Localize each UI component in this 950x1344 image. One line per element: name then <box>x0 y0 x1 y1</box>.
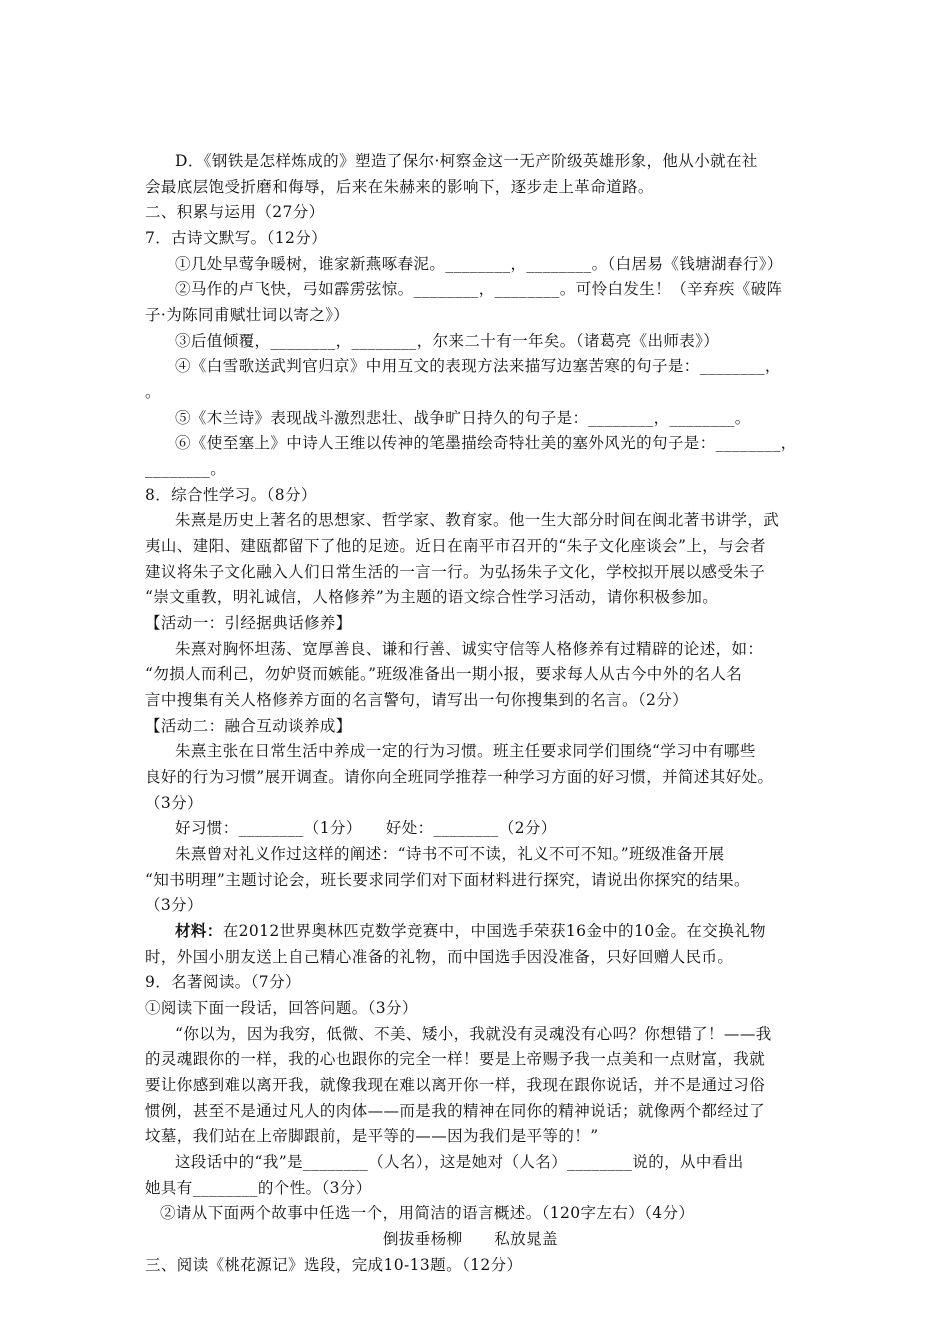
q7-item-5: ⑤《木兰诗》表现战斗激烈悲壮、战争旷日持久的句子是：________，________。 <box>175 409 751 427</box>
activity-1-heading: 【活动一：引经据典话修养】 <box>145 614 352 632</box>
q9-part-1-question-line-1: 这段话中的“我”是________（人名），这是她对（人名）________说的，从中看出 <box>175 1153 744 1171</box>
material-line-2: 时，外国小朋友送上自己精心准备的礼物，而中国选手因没准备，只好回赠人民币。 <box>145 948 734 966</box>
q8-intro-line-2: 夷山、建阳、建瓯都留下了他的足迹。近日在南平市召开的“朱子文化座谈会”上，与会者 <box>145 537 766 555</box>
section-3-heading: 三、阅读《桃花源记》选段，完成10-13题。（12分） <box>145 1256 523 1274</box>
activity-1-line-1: 朱熹对胸怀坦荡、宽厚善良、谦和行善、诚实守信等人格修养有过精辟的论述，如： <box>175 640 764 658</box>
passage-line-5: 坟墓，我们站在上帝脚跟前，是平等的——因为我们是平等的！” <box>145 1127 599 1145</box>
q9-part-1-heading: ①阅读下面一段话，回答问题。（3分） <box>145 999 418 1017</box>
q7-item-3: ③后值倾覆，________，________，尔来二十有一年矣。（诸葛亮《出师表》） <box>175 332 720 350</box>
material-text: 在2012世界奥林匹克数学竞赛中，中国选手荣获16金中的10金。在交换礼物 <box>222 922 766 940</box>
activity-2-line-1: 朱熹主张在日常生活中养成一定的行为习惯。班主任要求同学们围绕“学习中有哪些 <box>175 742 756 760</box>
q7-item-4-line-1: ④《白雪歌送武判官归京》中用互文的表现方法来描写边塞苦寒的句子是：________， <box>175 357 781 375</box>
q7-item-6-line-2: ________。 <box>145 460 227 478</box>
activity-2-line-2: 良好的行为习惯”展开调查。请你向全班同学推荐一种学习方面的好习惯，并简述其好处。 <box>145 768 774 786</box>
etiquette-line-1: 朱熹曾对礼义作过这样的阐述：“诗书不可不读，礼义不可不知。”班级准备开展 <box>175 845 725 863</box>
q7-item-6-line-1: ⑥《使至塞上》中诗人王维以传神的笔墨描绘奇特壮美的塞外风光的句子是：________， <box>175 434 797 452</box>
q9-part-2-heading: ②请从下面两个故事中任选一个，用简洁的语言概述。（120字左右）（4分） <box>160 1204 695 1222</box>
good-habit-answer-line: 好习惯：________（1分） 好处：________（2分） <box>175 819 557 837</box>
activity-1-line-2: “勿损人而利己，勿妒贤而嫉能。”班级准备出一期小报，要求每人从古今中外的名人名 <box>145 665 743 683</box>
option-d-line-1: D．《钢铁是怎样炼成的》塑造了保尔·柯察金这一无产阶级英雄形象，他从小就在社 <box>175 152 758 170</box>
question-8-heading: 8．综合性学习。（8分） <box>145 486 317 504</box>
passage-line-1: “你以为，因为我穷，低微、不美、矮小，我就没有灵魂没有心吗？你想错了！——我 <box>175 1025 772 1043</box>
activity-1-line-3: 言中搜集有关人格修养方面的名言警句，请写出一句你搜集到的名言。（2分） <box>145 691 689 709</box>
q8-intro-line-1: 朱熹是历史上著名的思想家、哲学家、教育家。他一生大部分时间在闽北著书讲学，武 <box>175 511 780 529</box>
q8-intro-line-3: 建议将朱子文化融入人们日常生活的一言一行。为弘扬朱子文化，学校拟开展以感受朱子 <box>145 563 766 581</box>
material-label: 材料： <box>175 921 223 940</box>
q7-item-2-line-1: ②马作的卢飞快，弓如霹雳弦惊。________，________。可怜白发生！（辛弃疾《破阵 <box>175 280 783 298</box>
material-line-1 <box>175 920 766 942</box>
passage-line-3: 要让你感到难以离开我，就像我现在难以离开你一样，我现在跟你说话，并不是通过习俗 <box>145 1076 766 1094</box>
story-choices: 倒拔垂杨柳 私放晁盖 <box>383 1230 558 1248</box>
q7-item-2-line-2: 子·为陈同甫赋壮词以寄之》） <box>145 306 350 324</box>
activity-2-heading: 【活动二：融合互动谈养成】 <box>145 717 352 735</box>
section-2-heading: 二、积累与运用（27分） <box>145 203 325 221</box>
option-d-line-2: 会最底层饱受折磨和侮辱，后来在朱赫来的影响下，逐步走上革命道路。 <box>145 178 654 196</box>
q8-intro-line-4: “崇文重教，明礼诚信，人格修养”为主题的语文综合性学习活动，请你积极参加。 <box>145 588 719 606</box>
q7-item-4-line-2: 。 <box>145 383 161 401</box>
question-9-heading: 9．名著阅读。（7分） <box>145 973 301 991</box>
question-7-heading: 7．古诗文默写。（12分） <box>145 229 328 247</box>
etiquette-line-2: “知书明理”主题讨论会，班长要求同学们对下面材料进行探究，请说出你探究的结果。 <box>145 871 750 889</box>
q7-item-1: ①几处早莺争暖树，谁家新燕啄春泥。________，________。（白居易《钱塘湖春行》） <box>175 255 783 273</box>
q9-part-1-question-line-2: 她具有________的个性。（3分） <box>145 1179 372 1197</box>
passage-line-4: 惯例，甚至不是通过凡人的肉体——而是我的精神在同你的精神说话；就像两个都经过了 <box>145 1102 766 1120</box>
activity-2-line-3: （3分） <box>145 794 203 812</box>
etiquette-line-3: （3分） <box>145 896 203 914</box>
passage-line-2: 的灵魂跟你的一样，我的心也跟你的完全一样！要是上帝赐予我一点美和一点财富，我就 <box>145 1050 766 1068</box>
